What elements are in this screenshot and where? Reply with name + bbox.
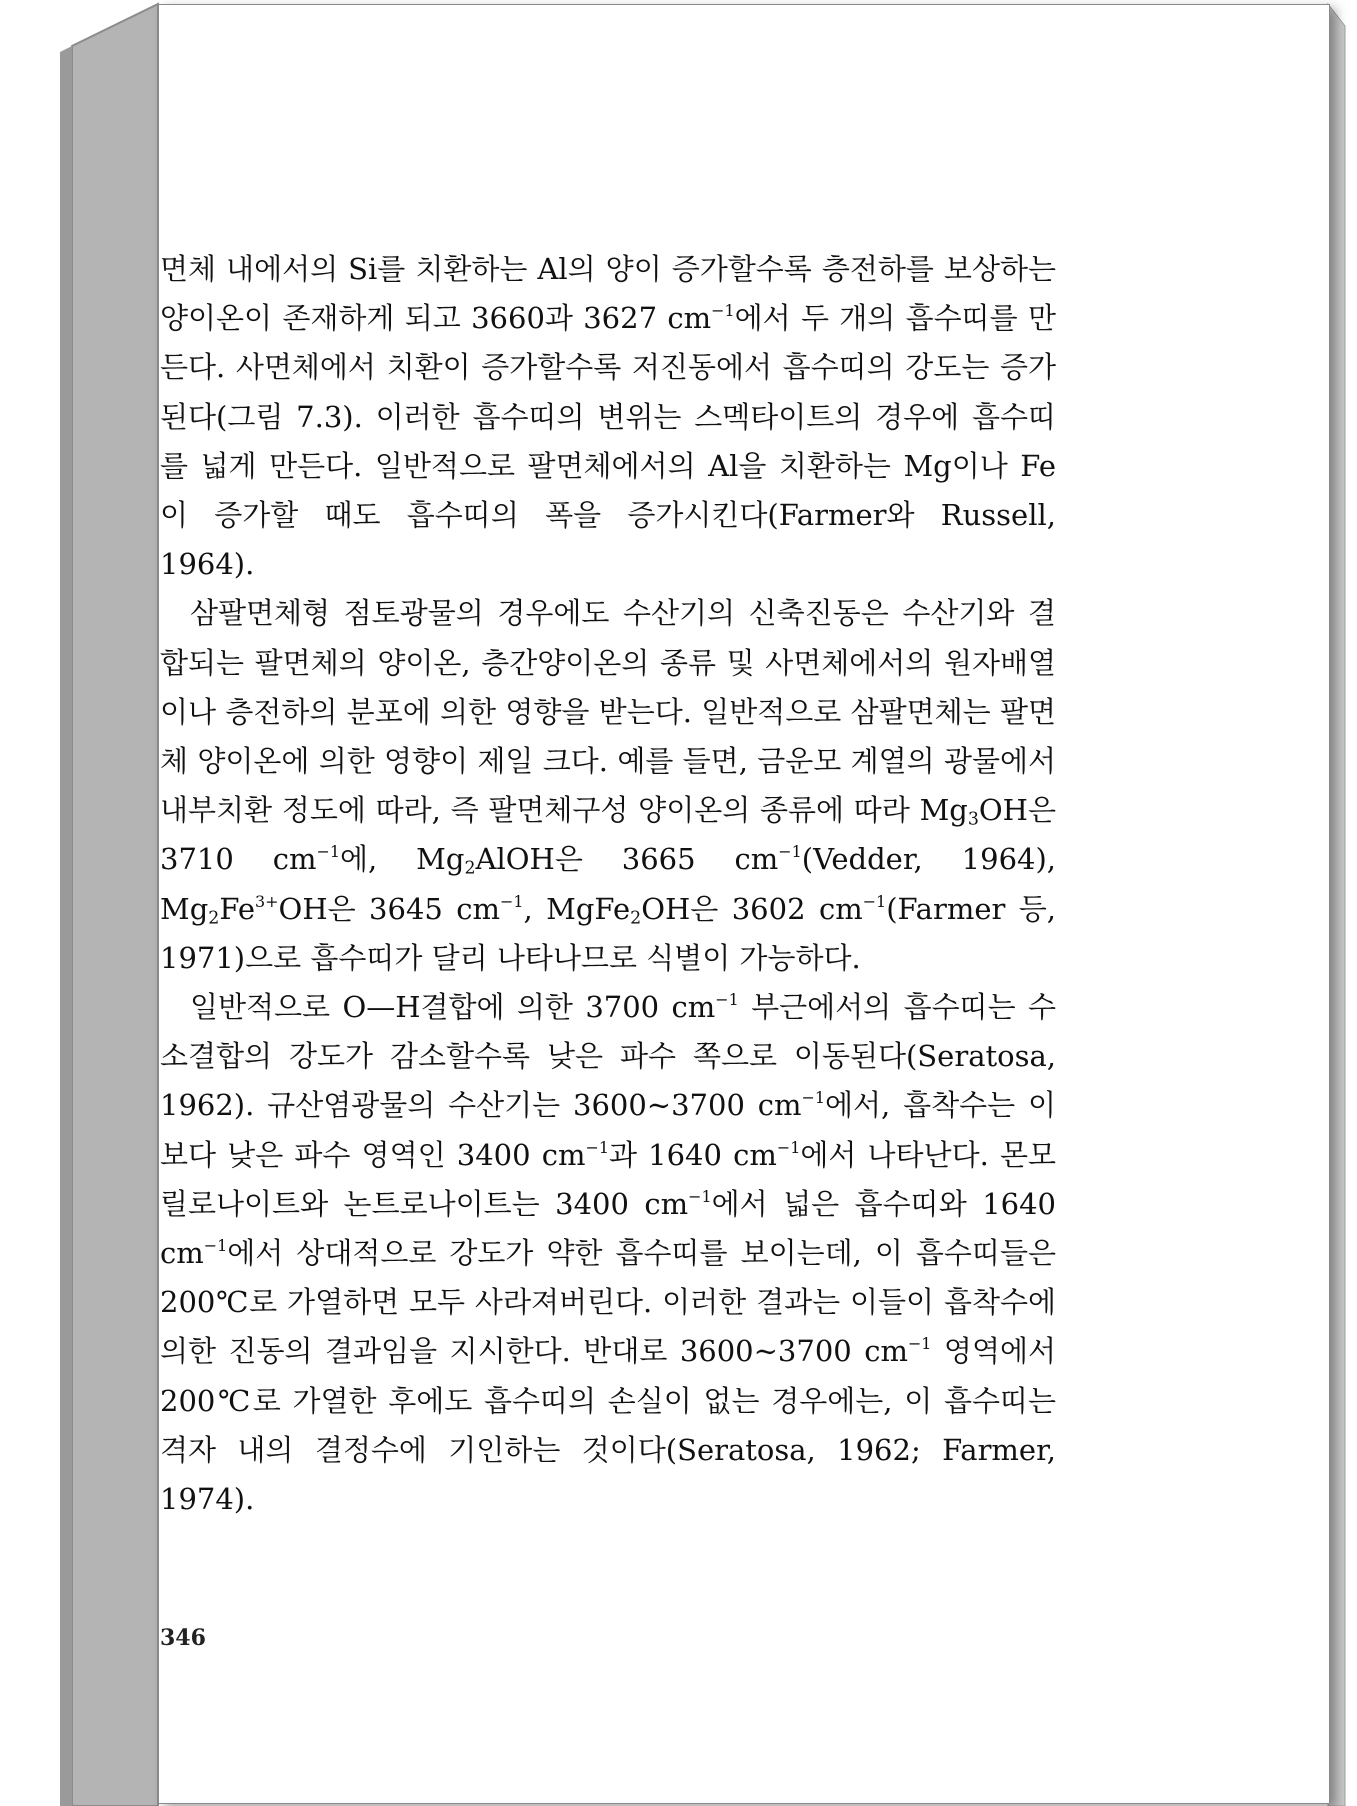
- text-run: (Vedder, 1964), Mg: [160, 842, 1057, 926]
- paragraph: [160, 245, 1056, 589]
- paragraph: [160, 983, 1056, 1524]
- superscript: −1: [862, 891, 887, 911]
- subscript: 2: [630, 907, 642, 928]
- subscript: 3: [967, 809, 979, 830]
- text-run: 에서 나타난다. 몬모릴로나이트와 논트로나이트는 3400 cm: [160, 1137, 1056, 1221]
- superscript: −1: [776, 1137, 801, 1157]
- text-run: 과 1640 cm: [608, 1137, 777, 1172]
- text-run: 영역에서 200℃로 가열한 후에도 흡수띠의 손실이 없는 경우에는, 이 흡수띠는 격자 내의 결정수에 기인하는 것이다(Seratosa, 1962; Farmer, 1974).: [160, 1334, 1056, 1517]
- subscript: 2: [208, 907, 220, 928]
- superscript: −1: [500, 891, 524, 911]
- superscript: −1: [203, 1236, 228, 1256]
- superscript: −1: [715, 990, 739, 1010]
- superscript: −1: [778, 842, 802, 862]
- text-run: 에서 넓은 흡수띠와 1640 cm: [160, 1186, 1056, 1271]
- superscript: −1: [585, 1137, 609, 1157]
- text-run: 일반적으로 O—H결합에 의한 3700 cm: [190, 990, 716, 1025]
- superscript: −1: [801, 1088, 825, 1108]
- text-run: OH은 3602 cm: [641, 891, 863, 926]
- text-run: 면체 내에서의 Si를 치환하는 Al의 양이 증가할수록 층전하를 보상하는 양이온이 존재하게 되고 3660과 3627 cm: [160, 252, 1056, 336]
- text-run: , MgFe: [523, 891, 631, 926]
- body-text: [160, 245, 1056, 1524]
- superscript: −1: [907, 1334, 932, 1354]
- text-run: (Farmer 등, 1971)으로 흡수띠가 달리 나타나므로 식별이 가능하다.: [160, 891, 1057, 975]
- text-run: 삼팔면체형 점토광물의 경우에도 수산기의 신축진동은 수산기와 결합되는 팔면체의 양이온, 층간양이온의 종류 및 사면체에서의 원자배열이나 층전하의 분포에 의한 영향을 받는다. 일반적으로 삼팔면체는 팔면체 양이온에 의한 영향이 제일 크다. 예를 들면, 금운모 계열의 광물에서 내부치환 정도에 따라, 즉 팔면체구성 양이온의 종류에 따라 Mg: [160, 596, 1056, 828]
- text-run: 부근에서의 흡수띠는 수소결합의 강도가 감소할수록 낮은 파수 쪽으로 이동된다(Seratosa, 1962). 규산염광물의 수산기는 3600∼3700 cm: [160, 990, 1057, 1123]
- text-run: OH은 3710 cm: [160, 793, 1056, 877]
- superscript: 3+: [255, 891, 279, 911]
- superscript: −1: [711, 301, 735, 321]
- superscript: −1: [688, 1186, 712, 1206]
- text-run: 에서 상대적으로 강도가 약한 흡수띠를 보이는데, 이 흡수띠들은 200℃로 가열하면 모두 사라져버린다. 이러한 결과는 이들이 흡착수에 의한 진동의 결과임을 지시한다. 반대로 3600∼3700 cm: [160, 1236, 1056, 1369]
- subscript: 2: [464, 858, 476, 879]
- text-run: 에서, 흡착수는 이보다 낮은 파수 영역인 3400 cm: [160, 1088, 1056, 1172]
- page-number: 346: [160, 1625, 206, 1651]
- paragraph: [160, 589, 1056, 983]
- text-run: AlOH은 3665 cm: [475, 842, 779, 877]
- superscript: −1: [316, 842, 340, 862]
- text-run: 에서 두 개의 흡수띠를 만든다. 사면체에서 치환이 증가할수록 저진동에서 흡수띠의 강도는 증가된다(그림 7.3). 이러한 흡수띠의 변위는 스멕타이트의 경우에 흡수띠를 넓게 만든다. 일반적으로 팔면체에서의 Al을 치환하는 Mg이나 Fe이 증가할 때도 흡수띠의 폭을 증가시킨다(Farmer와 Russell, 1964).: [160, 301, 1057, 582]
- text-run: 에, Mg: [340, 842, 465, 877]
- text-run: Fe: [219, 891, 256, 926]
- text-run: OH은 3645 cm: [278, 891, 501, 926]
